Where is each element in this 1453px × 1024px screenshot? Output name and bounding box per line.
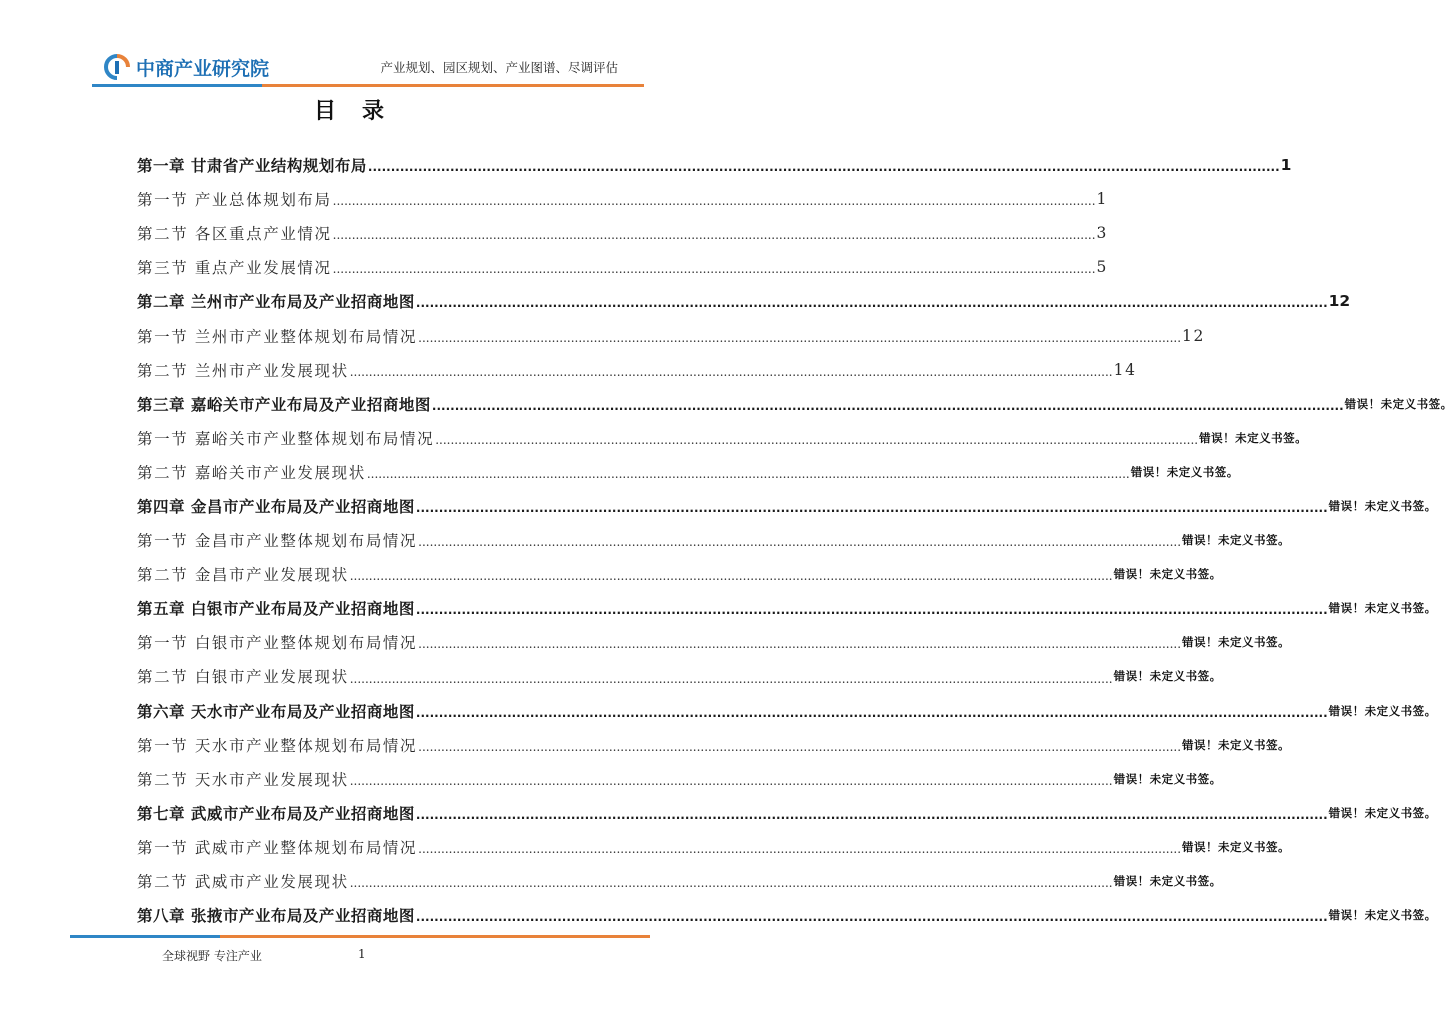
toc-chapter-entry[interactable] xyxy=(137,284,1351,318)
toc-chapter-entry[interactable] xyxy=(137,387,1453,421)
toc-leader-dots: ........................................................................................................................................................................................................ xyxy=(332,262,1096,277)
toc-page-number: 12 xyxy=(1328,292,1351,311)
footer-rule-blue xyxy=(70,935,220,938)
toc-section-entry[interactable] xyxy=(137,455,1239,489)
toc-section-entry[interactable] xyxy=(137,557,1222,591)
toc-section-entry[interactable] xyxy=(137,625,1291,659)
toc-entry-label: 第三节 重点产业发展情况 xyxy=(137,259,332,278)
toc-page-number: 12 xyxy=(1182,326,1205,345)
table-of-contents xyxy=(137,148,1453,932)
toc-leader-dots: ........................................................................................................................................................................................................ xyxy=(366,466,1130,481)
toc-page-number: 错误！未定义书签。 xyxy=(1113,567,1222,582)
toc-leader-dots: ........................................................................................................................................................................................................ xyxy=(415,296,1328,311)
toc-leader-dots: ........................................................................................................................................................................................................ xyxy=(415,910,1328,925)
toc-entry-label: 第一节 金昌市产业整体规划布局情况 xyxy=(137,532,418,551)
toc-page-number: 错误！未定义书签。 xyxy=(1130,464,1239,479)
toc-chapter-entry[interactable] xyxy=(137,694,1437,728)
toc-entry-label: 第一节 产业总体规划布局 xyxy=(137,191,332,210)
toc-entry-label: 第一章 甘肃省产业结构规划布局 xyxy=(137,157,367,176)
toc-entry-label: 第四章 金昌市产业布局及产业招商地图 xyxy=(137,497,415,516)
toc-page-number: 错误！未定义书签。 xyxy=(1113,874,1222,889)
header-rule-orange xyxy=(262,84,644,87)
toc-page-number: 错误！未定义书签。 xyxy=(1182,737,1291,752)
toc-page-number: 错误！未定义书签。 xyxy=(1344,396,1453,411)
toc-section-entry[interactable] xyxy=(137,523,1291,557)
toc-entry-label: 第二章 兰州市产业布局及产业招商地图 xyxy=(137,293,415,312)
toc-leader-dots: ........................................................................................................................................................................................................ xyxy=(415,603,1328,618)
toc-leader-dots: ........................................................................................................................................................................................................ xyxy=(349,876,1113,891)
toc-page-number: 5 xyxy=(1096,258,1108,277)
toc-chapter-entry[interactable] xyxy=(137,148,1292,182)
toc-leader-dots: ........................................................................................................................................................................................................ xyxy=(418,841,1182,856)
toc-leader-dots: ........................................................................................................................................................................................................ xyxy=(418,637,1182,652)
toc-leader-dots: ........................................................................................................................................................................................................ xyxy=(332,194,1096,209)
toc-leader-dots: ........................................................................................................................................................................................................ xyxy=(367,160,1280,175)
toc-section-entry[interactable] xyxy=(137,830,1291,864)
toc-page-number: 错误！未定义书签。 xyxy=(1328,601,1437,616)
toc-section-entry[interactable] xyxy=(137,353,1137,387)
toc-page-number: 错误！未定义书签。 xyxy=(1328,498,1437,513)
toc-leader-dots: ........................................................................................................................................................................................................ xyxy=(349,773,1113,788)
toc-section-entry[interactable] xyxy=(137,762,1222,796)
toc-page-number: 错误！未定义书签。 xyxy=(1113,669,1222,684)
footer-page-number: 1 xyxy=(358,947,366,961)
toc-leader-dots: ........................................................................................................................................................................................................ xyxy=(415,705,1328,720)
toc-leader-dots: ........................................................................................................................................................................................................ xyxy=(349,364,1113,379)
toc-entry-label: 第一节 嘉峪关市产业整体规划布局情况 xyxy=(137,429,435,448)
toc-page-number: 错误！未定义书签。 xyxy=(1182,839,1291,854)
toc-section-entry[interactable] xyxy=(137,216,1108,250)
toc-entry-label: 第二节 金昌市产业发展现状 xyxy=(137,566,349,585)
toc-entry-label: 第八章 张掖市产业布局及产业招商地图 xyxy=(137,907,415,926)
toc-leader-dots: ........................................................................................................................................................................................................ xyxy=(415,501,1328,516)
toc-leader-dots: ........................................................................................................................................................................................................ xyxy=(332,228,1096,243)
toc-section-entry[interactable] xyxy=(137,318,1205,352)
toc-leader-dots: ........................................................................................................................................................................................................ xyxy=(418,739,1182,754)
toc-leader-dots: ........................................................................................................................................................................................................ xyxy=(349,569,1113,584)
toc-leader-dots: ........................................................................................................................................................................................................ xyxy=(418,330,1182,345)
header-rule-blue xyxy=(92,84,262,87)
toc-leader-dots: ........................................................................................................................................................................................................ xyxy=(415,807,1328,822)
page-header xyxy=(0,0,724,90)
toc-page-number: 3 xyxy=(1096,224,1108,243)
toc-page-number: 1 xyxy=(1096,190,1108,209)
logo-text: 中商产业研究院 xyxy=(136,57,270,80)
toc-leader-dots: ........................................................................................................................................................................................................ xyxy=(431,398,1344,413)
toc-entry-label: 第二节 兰州市产业发展现状 xyxy=(137,361,349,380)
toc-title: 目录 xyxy=(313,99,410,124)
toc-page-number: 错误！未定义书签。 xyxy=(1328,908,1437,923)
toc-section-entry[interactable] xyxy=(137,864,1222,898)
toc-entry-label: 第二节 天水市产业发展现状 xyxy=(137,770,349,789)
toc-page-number: 错误！未定义书签。 xyxy=(1328,703,1437,718)
toc-section-entry[interactable] xyxy=(137,182,1108,216)
footer-slogan: 全球视野 专注产业 xyxy=(162,949,262,963)
toc-leader-dots: ........................................................................................................................................................................................................ xyxy=(435,432,1199,447)
toc-page-number: 错误！未定义书签。 xyxy=(1199,430,1308,445)
toc-entry-label: 第五章 白银市产业布局及产业招商地图 xyxy=(137,600,415,619)
toc-entry-label: 第一节 兰州市产业整体规划布局情况 xyxy=(137,327,418,346)
toc-page-number: 1 xyxy=(1280,156,1292,175)
toc-chapter-entry[interactable] xyxy=(137,591,1437,625)
footer-rule-orange xyxy=(220,935,650,938)
toc-entry-label: 第七章 武威市产业布局及产业招商地图 xyxy=(137,804,415,823)
toc-section-entry[interactable] xyxy=(137,659,1222,693)
toc-entry-label: 第六章 天水市产业布局及产业招商地图 xyxy=(137,702,415,721)
toc-entry-label: 第二节 嘉峪关市产业发展现状 xyxy=(137,463,366,482)
toc-section-entry[interactable] xyxy=(137,250,1108,284)
logo-mark-icon xyxy=(104,54,130,80)
toc-entry-label: 第一节 白银市产业整体规划布局情况 xyxy=(137,634,418,653)
toc-chapter-entry[interactable] xyxy=(137,489,1437,523)
toc-entry-label: 第二节 武威市产业发展现状 xyxy=(137,873,349,892)
toc-chapter-entry[interactable] xyxy=(137,796,1437,830)
toc-entry-label: 第二节 白银市产业发展现状 xyxy=(137,668,349,687)
toc-chapter-entry[interactable] xyxy=(137,898,1437,932)
toc-entry-label: 第二节 各区重点产业情况 xyxy=(137,225,332,244)
toc-page-number: 错误！未定义书签。 xyxy=(1182,635,1291,650)
toc-entry-label: 第一节 武威市产业整体规划布局情况 xyxy=(137,838,418,857)
toc-entry-label: 第三章 嘉峪关市产业布局及产业招商地图 xyxy=(137,395,431,414)
company-logo xyxy=(104,52,269,82)
toc-page-number: 错误！未定义书签。 xyxy=(1328,805,1437,820)
header-slogan: 产业规划、园区规划、产业图谱、尽调评估 xyxy=(380,60,618,75)
toc-section-entry[interactable] xyxy=(137,728,1291,762)
toc-leader-dots: ........................................................................................................................................................................................................ xyxy=(418,535,1182,550)
toc-section-entry[interactable] xyxy=(137,421,1308,455)
toc-page-number: 错误！未定义书签。 xyxy=(1182,533,1291,548)
toc-page-number: 错误！未定义书签。 xyxy=(1113,771,1222,786)
toc-page-number: 14 xyxy=(1113,360,1137,379)
toc-entry-label: 第一节 天水市产业整体规划布局情况 xyxy=(137,736,418,755)
toc-leader-dots: ........................................................................................................................................................................................................ xyxy=(349,671,1113,686)
